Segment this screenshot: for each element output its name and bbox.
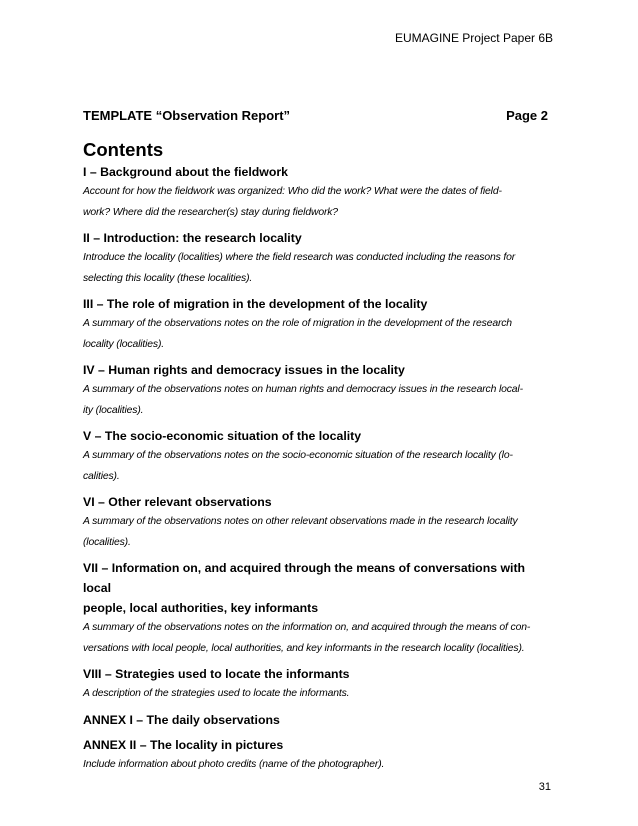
section-heading-line: people, local authorities, key informants (83, 601, 319, 615)
section-description-line: Account for how the fieldwork was organized: Who did the work? What were the dates of field- (83, 186, 502, 197)
section-description-line: selecting this locality (these localities). (83, 272, 253, 284)
section-heading: II – Introduction: the research locality (83, 231, 302, 245)
contents-section (83, 360, 555, 421)
contents-section (83, 294, 555, 355)
section-description-line: A summary of the observations notes on the information on, and acquired through the means of con- (83, 622, 531, 633)
contents-section (83, 426, 555, 487)
contents-section (83, 664, 555, 705)
running-header: EUMAGINE Project Paper 6B (394, 31, 553, 45)
section-heading: ANNEX I – The daily observations (83, 712, 280, 727)
section-heading: VI – Other relevant observations (83, 495, 272, 509)
template-title-row (83, 108, 548, 123)
section-heading: IV – Human rights and democracy issues in the locality (83, 363, 405, 377)
section-description-line: locality (localities). (83, 338, 165, 350)
template-page-label: Page 2 (506, 108, 548, 123)
page-number: 31 (538, 781, 551, 793)
section-description-line: calities). (83, 470, 120, 482)
section-description-line: A summary of the observations notes on the socio-economic situation of the research locality (lo- (83, 450, 513, 461)
section-heading: V – The socio-economic situation of the locality (83, 429, 362, 443)
section-description-line: versations with local people, local authorities, and key informants in the research locality (localities). (83, 642, 525, 654)
section-description-line: A summary of the observations notes on the role of migration in the development of the research (83, 318, 512, 329)
contents-section (83, 228, 555, 289)
contents-section (83, 710, 555, 730)
section-description-line: Include information about photo credits (name of the photographer). (83, 758, 385, 770)
contents-section (83, 735, 555, 776)
section-description-line: work? Where did the researcher(s) stay during fieldwork? (83, 206, 338, 218)
contents-section (83, 492, 555, 553)
section-description-line: Introduce the locality (localities) where the field research was conducted including the reasons for (83, 252, 516, 263)
contents-heading: Contents (83, 139, 164, 160)
section-description-line: (localities). (83, 536, 131, 548)
section-heading: VIII – Strategies used to locate the informants (83, 667, 350, 681)
section-description-line: ity (localities). (83, 404, 144, 416)
section-heading: III – The role of migration in the development of the locality (83, 297, 428, 311)
contents-section (83, 558, 555, 659)
section-description-line: A summary of the observations notes on human rights and democracy issues in the research local- (83, 384, 523, 395)
section-heading: I – Background about the fieldwork (83, 165, 288, 179)
section-heading (83, 558, 555, 618)
section-description-line: A summary of the observations notes on other relevant observations made in the research locality (83, 516, 518, 527)
template-title: TEMPLATE “Observation Report” (83, 108, 291, 123)
contents-list (83, 162, 555, 775)
contents-section (83, 162, 555, 223)
section-description-line: A description of the strategies used to locate the informants. (83, 688, 350, 699)
section-heading: ANNEX II – The locality in pictures (83, 737, 284, 752)
section-heading-line: VII – Information on, and acquired through the means of conversations with local (83, 561, 526, 595)
